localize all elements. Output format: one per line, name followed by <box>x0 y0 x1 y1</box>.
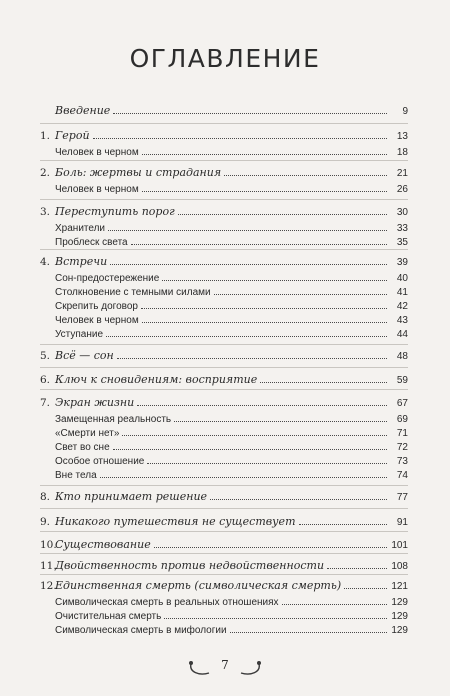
entry-title: Символическая смерть в реальных отношениях <box>55 597 279 608</box>
entry-page-number: 72 <box>396 442 408 453</box>
toc-chapter-row <box>40 128 408 142</box>
entry-title: Свет во сне <box>55 442 110 453</box>
chapter-number: 11. <box>40 560 57 572</box>
dot-leader <box>106 335 387 337</box>
section-divider <box>40 531 408 532</box>
entry-title: Очистительная смерть <box>55 611 162 622</box>
chapter-number: 3. <box>40 206 51 218</box>
entry-title: Проблеск света <box>55 237 128 248</box>
entry-title: Вне тела <box>55 470 97 481</box>
entry-title: Хранители <box>55 223 106 234</box>
entry-page-number: 129 <box>391 597 408 608</box>
entry-title: Встречи <box>55 255 108 268</box>
dot-leader <box>162 279 387 281</box>
entry-title: Человек в черном <box>55 315 139 326</box>
chapter-number: 1. <box>40 130 51 142</box>
dot-leader <box>93 137 387 139</box>
chapter-number: 9. <box>40 516 51 528</box>
dot-leader <box>147 462 387 464</box>
dot-leader <box>141 307 387 309</box>
toc-chapter-row <box>40 514 408 528</box>
toc-chapter-row <box>40 372 408 386</box>
toc-chapter-row <box>40 348 408 362</box>
dot-leader <box>108 229 387 231</box>
toc-subentry-row <box>40 144 408 158</box>
toc-subentry-row <box>40 270 408 284</box>
entry-title: Человек в черном <box>55 184 139 195</box>
entry-page-number: 35 <box>396 237 408 248</box>
entry-title: Сон-предостережение <box>55 273 160 284</box>
toc-chapter-row <box>40 489 408 503</box>
dot-leader <box>113 448 387 450</box>
dot-leader <box>142 153 387 155</box>
toc-subentry-row <box>40 439 408 453</box>
entry-title: Человек в черном <box>55 147 139 158</box>
dot-leader <box>344 587 387 589</box>
section-divider <box>40 553 408 554</box>
toc-chapter-row <box>40 537 408 551</box>
chapter-number: 12. <box>40 580 57 592</box>
toc-subentry-row <box>40 312 408 326</box>
toc-chapter-row <box>40 165 408 179</box>
entry-page-number: 101 <box>391 540 408 551</box>
dot-leader <box>260 381 387 383</box>
page-title: ОГЛАВЛЕНИЕ <box>129 44 321 73</box>
entry-page-number: 59 <box>396 375 408 386</box>
toc-subentry-row <box>40 326 408 340</box>
entry-page-number: 21 <box>396 168 408 179</box>
entry-title: Единственная смерть (символическая смерть) <box>55 579 342 592</box>
toc-subentry-row <box>40 181 408 195</box>
entry-page-number: 40 <box>396 273 408 284</box>
entry-page-number: 77 <box>396 492 408 503</box>
toc-subentry-row <box>40 411 408 425</box>
section-divider <box>40 485 408 486</box>
dot-leader <box>210 498 387 500</box>
dot-leader <box>178 213 387 215</box>
toc-subentry-row <box>40 467 408 481</box>
entry-title: Никакого путешествия не существует <box>55 515 296 528</box>
entry-title: Экран жизни <box>55 396 135 409</box>
entry-page-number: 41 <box>396 287 408 298</box>
section-divider <box>40 199 408 200</box>
entry-title: Уступание <box>55 329 104 340</box>
entry-title: Символическая смерть в мифологии <box>55 625 227 636</box>
entry-title: Переступить порог <box>55 205 175 218</box>
toc-subentry-row <box>40 220 408 234</box>
entry-title: «Смерти нет» <box>55 428 120 439</box>
toc-chapter-row <box>40 395 408 409</box>
chapter-number: 6. <box>40 374 51 386</box>
section-divider <box>40 160 408 161</box>
entry-page-number: 9 <box>402 106 408 117</box>
entry-title: Введение <box>55 104 111 117</box>
dot-leader <box>230 631 387 633</box>
dot-leader <box>174 420 387 422</box>
toc-subentry-row <box>40 298 408 312</box>
section-divider <box>40 389 408 390</box>
toc-chapter-row <box>40 558 408 572</box>
dot-leader <box>154 546 387 548</box>
entry-page-number: 48 <box>396 351 408 362</box>
entry-page-number: 39 <box>396 257 408 268</box>
section-divider <box>40 249 408 250</box>
dot-leader <box>282 603 387 605</box>
entry-page-number: 44 <box>396 329 408 340</box>
entry-page-number: 108 <box>391 561 408 572</box>
dot-leader <box>122 434 387 436</box>
toc-subentry-row <box>40 284 408 298</box>
entry-page-number: 43 <box>396 315 408 326</box>
entry-page-number: 69 <box>396 414 408 425</box>
entry-page-number: 67 <box>396 398 408 409</box>
dot-leader <box>299 523 388 525</box>
dot-leader <box>142 321 387 323</box>
entry-title: Герой <box>55 129 90 142</box>
entry-title: Двойственность против недвойственности <box>55 559 325 572</box>
chapter-number: 2. <box>40 167 51 179</box>
dot-leader <box>142 190 387 192</box>
toc-chapter-row <box>40 578 408 592</box>
page-footer <box>0 656 450 680</box>
toc-chapter-row <box>40 103 408 117</box>
dot-leader <box>164 617 387 619</box>
entry-title: Особое отношение <box>55 456 145 467</box>
section-divider <box>40 508 408 509</box>
dot-leader <box>117 357 387 359</box>
dot-leader <box>100 476 387 478</box>
dot-leader <box>110 263 387 265</box>
entry-title: Кто принимает решение <box>55 490 208 503</box>
section-divider <box>40 123 408 124</box>
toc-subentry-row <box>40 594 408 608</box>
dot-leader <box>113 112 387 114</box>
entry-page-number: 91 <box>396 517 408 528</box>
entry-title: Замещенная реальность <box>55 414 172 425</box>
chapter-number: 5. <box>40 350 51 362</box>
section-divider <box>40 344 408 345</box>
toc-subentry-row <box>40 453 408 467</box>
entry-page-number: 73 <box>396 456 408 467</box>
chapter-number: 4. <box>40 256 51 268</box>
toc-subentry-row <box>40 608 408 622</box>
chapter-number: 8. <box>40 491 51 503</box>
dot-leader <box>224 174 387 176</box>
entry-page-number: 26 <box>396 184 408 195</box>
entry-page-number: 129 <box>391 611 408 622</box>
entry-title: Существование <box>55 538 151 551</box>
section-divider <box>40 367 408 368</box>
toc-chapter-row <box>40 254 408 268</box>
entry-title: Скрепить договор <box>55 301 138 312</box>
dot-leader <box>131 243 387 245</box>
entry-page-number: 129 <box>391 625 408 636</box>
toc-chapter-row <box>40 204 408 218</box>
entry-page-number: 74 <box>396 470 408 481</box>
entry-page-number: 13 <box>396 131 408 142</box>
entry-page-number: 71 <box>396 428 408 439</box>
entry-page-number: 30 <box>396 207 408 218</box>
dot-leader <box>137 404 387 406</box>
toc-subentry-row <box>40 425 408 439</box>
page-number: 7 <box>221 658 229 672</box>
section-divider <box>40 574 408 575</box>
toc-subentry-row <box>40 234 408 248</box>
chapter-number: 7. <box>40 397 51 409</box>
entry-page-number: 42 <box>396 301 408 312</box>
toc-subentry-row <box>40 622 408 636</box>
entry-title: Столкновение с темными силами <box>55 287 211 298</box>
dot-leader <box>214 293 387 295</box>
entry-page-number: 121 <box>391 581 408 592</box>
entry-title: Боль: жертвы и страдания <box>55 166 222 179</box>
dot-leader <box>327 567 387 569</box>
entry-title: Всё — сон <box>55 349 114 362</box>
entry-page-number: 33 <box>396 223 408 234</box>
entry-page-number: 18 <box>396 147 408 158</box>
chapter-number: 10. <box>40 539 57 551</box>
entry-title: Ключ к сновидениям: восприятие <box>55 373 258 386</box>
